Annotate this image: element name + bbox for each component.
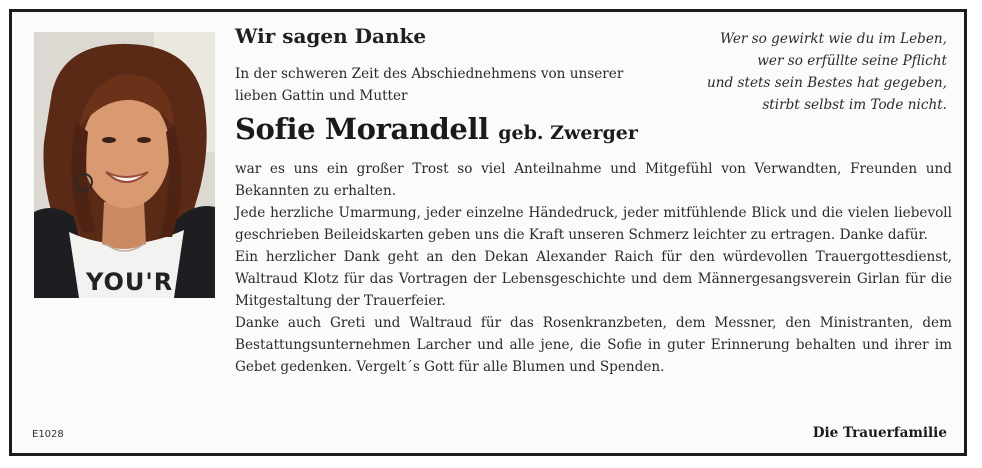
thanks-paragraph: Jede herzliche Umarmung, jeder einzelne Händedruck, jeder mitfühlende Blick und die vielen liebevoll geschrieben Beileidskarten geben uns die Kraft unseren Schmerz leichter zu ertragen. Danke dafür. bbox=[235, 205, 952, 243]
intro-line: lieben Gattin und Mutter bbox=[235, 88, 408, 104]
deceased-name: Sofie Morandell bbox=[235, 112, 489, 146]
portrait-photo bbox=[34, 32, 215, 298]
intro-line: In der schweren Zeit des Abschiednehmens von unserer bbox=[235, 66, 624, 82]
birth-name: geb. Zwerger bbox=[498, 122, 638, 144]
thanks-paragraph: war es uns ein großer Trost so viel Anteilnahme und Mitgefühl von Verwandten, Freunden und Bekannten zu erhalten. bbox=[235, 161, 952, 199]
intro-text bbox=[235, 63, 705, 107]
notice-code: E1028 bbox=[32, 429, 64, 440]
notice-frame bbox=[9, 9, 967, 456]
thanks-paragraph: Danke auch Greti und Waltraud für das Rosenkranzbeten, dem Messner, den Ministranten, dem Bestattungsunternehmen Larcher und alle jene, die Sofie in guter Erinnerung behalten und ihrer im Gebet gedenken. Vergelt´s Gott für alle Blumen und Spenden. bbox=[235, 315, 952, 375]
signature: Die Trauerfamilie bbox=[812, 425, 947, 441]
deceased-name-block bbox=[235, 112, 638, 146]
poem-line: wer so erfüllte seine Pflicht bbox=[757, 53, 947, 69]
thanks-body bbox=[235, 158, 952, 378]
poem-line: stirbt selbst im Tode nicht. bbox=[762, 97, 947, 113]
poem-line: und stets sein Bestes hat gegeben, bbox=[707, 75, 947, 91]
photo-shirt-lettering: YOU'R bbox=[86, 268, 174, 296]
thanks-paragraph: Ein herzlicher Dank geht an den Dekan Alexander Raich für den würdevollen Trauergottesdienst, Waltraud Klotz für das Vortragen der Lebensgeschichte und dem Männergesangsverein Girlan für die Mitgestaltung der Trauerfeier. bbox=[235, 249, 952, 309]
memorial-poem bbox=[707, 28, 947, 116]
notice-heading: Wir sagen Danke bbox=[235, 24, 427, 48]
poem-line: Wer so gewirkt wie du im Leben, bbox=[719, 31, 947, 47]
